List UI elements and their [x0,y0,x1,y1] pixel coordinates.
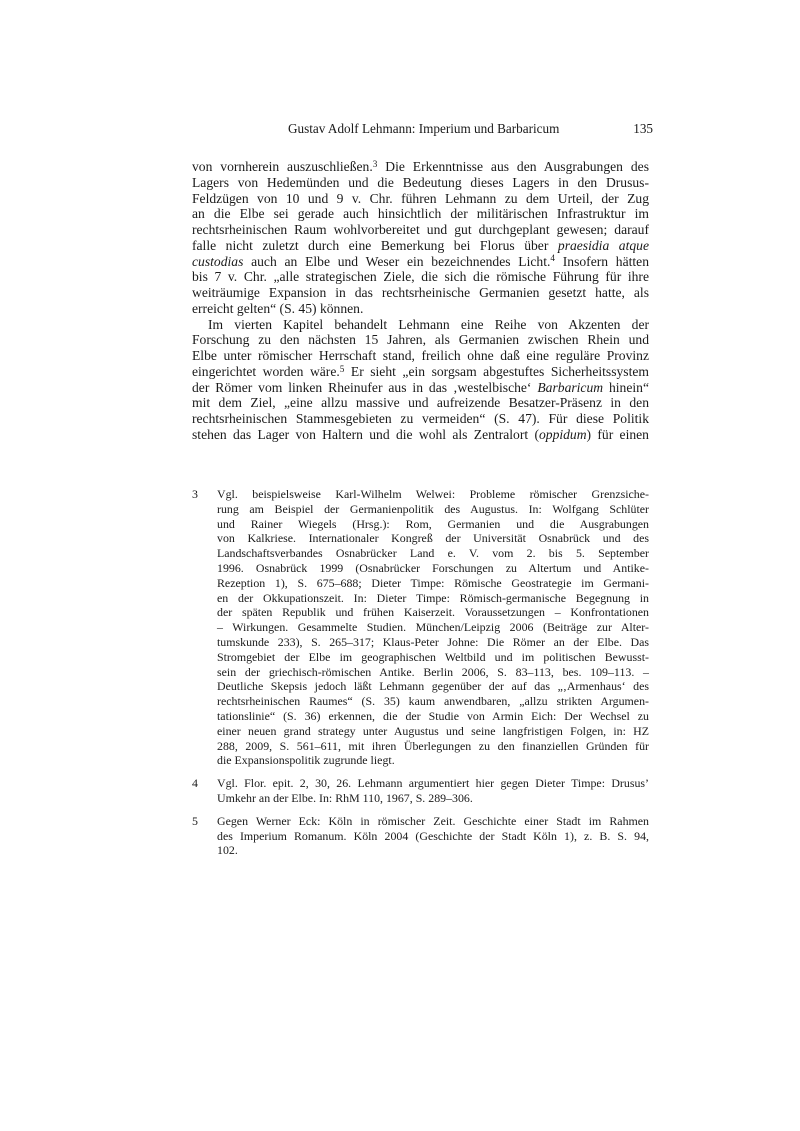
text-line [217,829,649,844]
text-segment: rung am Beispiel der Germanienpolitik des Augustus. In: Wolfgang Schlüter [217,501,649,516]
text-segment: mit dem Ziel, „eine allzu massive und aufreizende Besatzer-Präsenz in den [192,395,649,411]
footnote-reference[interactable]: 3 [372,158,378,169]
text-segment: Forschung zu den nächsten 15 Jahren, als Germanien zwischen Rhein und [192,332,649,348]
text-segment: Deutliche Skepsis jedoch läßt Lehmann gegenüber der auf das „‚Armenhaus‘ des [217,679,649,694]
text-segment: Die Erkenntnisse aus den Ausgrabungen des [377,159,649,174]
text-line [217,502,649,517]
text-line [217,694,649,709]
text-segment: von Kalkriese. Internationaler Kongreß der Universität Osnabrück und des [217,531,649,546]
text-line [192,364,649,380]
text-line [217,605,649,620]
text-segment: sein der griechisch-römischen Antike. Berlin 2006, S. 83–113, bes. 109–113. – [217,664,649,679]
text-line [217,650,649,665]
text-segment: Im vierten Kapitel behandelt Lehmann eine Reihe von Akzenten der [208,316,649,332]
text-line [217,531,649,546]
footnote [192,776,649,806]
text-line [217,517,649,532]
italic-text: oppidum [538,426,587,442]
text-line [217,739,649,754]
footnote [192,487,649,768]
footnote [192,814,649,858]
text-line [192,348,649,364]
text-line [192,254,649,270]
paragraph [192,159,649,317]
italic-text: Barbaricum [537,379,604,395]
text-line [192,269,649,285]
text-line [217,814,649,829]
text-segment: Vgl. Flor. epit. 2, 30, 26. Lehmann argumentiert hier gegen Dieter Timpe: Drusus’ [217,776,649,791]
text-segment: einer neuen grand strategy unter Augustus und seine langfristigen Folgen, in: HZ [217,723,649,738]
italic-text: custodias [192,253,244,269]
text-segment: Rezeption 1), S. 675–688; Dieter Timpe: Römische Geostrategie im Germani- [217,575,649,590]
footnote-reference[interactable]: 5 [339,363,345,374]
text-line [217,843,649,858]
text-segment: weiträumige Expansion in das rechtsrheinische Germanien gesetzt hatte, als [192,285,649,300]
text-line [192,411,649,427]
italic-text: praesidia atque [557,237,649,253]
text-segment: 288, 2009, S. 561–611, mit ihren Überlegungen zu den finanziellen Gründen für [217,738,649,753]
text-line [192,159,649,175]
footnote-number: 4 [192,776,198,791]
text-segment: Elbe unter römischer Herrschaft stand, freilich ohne daß eine reguläre Provinz [192,348,649,363]
text-segment: der späten Republik und frühen Kaiserzeit. Voraussetzungen – Konfrontationen [217,605,649,620]
text-line [217,753,649,768]
text-line [192,206,649,222]
text-line [217,576,649,591]
text-segment: 102. [217,843,238,858]
text-segment: die Expansionspolitik zugrunde liegt. [217,753,395,768]
footnote-number: 3 [192,487,198,501]
text-line [217,791,649,806]
text-segment: erreicht gelten“ (S. 45) können. [192,300,364,316]
text-segment: bis 7 v. Chr. „alle strategischen Ziele, die sich die römische Führung für ihre [192,269,649,285]
text-line [192,317,649,333]
text-segment: ) für einen [586,426,649,442]
text-line [217,591,649,606]
page-number: 135 [633,121,653,136]
text-segment: Insofern hätten [555,253,649,269]
text-segment: an die Elbe sei gerade auch hinsichtlich der militärischen Infrastruktur im [192,206,649,222]
text-line [192,395,649,411]
text-segment: Lagers von Hedemünden und die Bedeutung dieses Lagers in den Drusus- [192,174,649,190]
footnote-reference[interactable]: 4 [550,253,556,264]
text-line [192,285,649,301]
text-line [217,487,649,502]
text-line [217,679,649,694]
footnotes [192,487,649,866]
text-line [217,620,649,635]
paragraph [192,317,649,443]
text-segment: Landschaftsverbandes Osnabrücker Land e. V. vom 2. bis 5. September [217,546,649,561]
text-segment: Vgl. beispielsweise Karl-Wilhelm Welwei: Probleme römischer Grenzsiche- [217,487,649,501]
text-line [192,427,649,443]
text-line [192,301,649,317]
text-line [217,546,649,561]
text-line [217,776,649,791]
text-segment: rechtsrheinischen Stammesgebieten zu vermeiden“ (S. 47). Für diese Politik [192,411,649,426]
text-segment: 1996. Osnabrück 1999 (Osnabrücker Forschungen zu Altertum und Antike- [217,560,649,575]
text-segment: Umkehr an der Elbe. In: RhM 110, 1967, S. 289–306. [217,790,473,805]
text-line [217,561,649,576]
text-segment: Stromgebiet der Elbe im geographischen Weltbild und im politischen Bewusst- [217,649,649,664]
running-title: Gustav Adolf Lehmann: Imperium und Barbaricum [288,121,560,136]
text-line [192,222,649,238]
text-segment: stehen das Lager von Haltern und die wohl als Zentralort ( [192,426,539,442]
text-line [217,724,649,739]
text-segment: Feldzügen von 10 und 9 v. Chr. führen Lehmann zu dem Urteil, der Zug [192,190,649,206]
text-segment: und Rainer Wiegels (Hrsg.): Rom, Germanien und die Ausgrabungen [217,516,649,531]
text-segment: hinein“ [603,379,649,395]
text-line [192,175,649,191]
text-line [192,380,649,396]
text-segment: falle nicht zuletzt durch eine Bemerkung bei Florus über [192,237,558,253]
text-segment: tationslinie“ (S. 36) erkennen, die der Studie von Armin Eich: Der Wechsel zu [217,708,649,723]
text-line [217,635,649,650]
text-segment: rechtsrheinischen Raum wohlvorbereitet und gut durchgeplant gewesen; darauf [192,222,649,237]
text-line [192,332,649,348]
text-segment: – Wirkungen. Gesammelte Studien. München/Leipzig 2006 (Beiträge zur Alter- [217,620,649,635]
text-line [192,238,649,254]
text-segment: von vornherein auszuschließen. [192,159,373,174]
text-segment: eingerichtet worden wäre. [192,363,340,379]
text-segment: des Imperium Romanum. Köln 2004 (Geschichte der Stadt Köln 1), z. B. S. 94, [217,828,649,843]
body-text [192,159,649,443]
text-segment: tumskunde 233), S. 265–317; Klaus-Peter Johne: Die Römer an der Elbe. Das [217,634,649,649]
text-segment: en der Okkupationszeit. In: Dieter Timpe: Römisch-germanische Begegnung in [217,590,649,605]
text-line [217,665,649,680]
text-segment: der Römer vom linken Rheinufer aus in das ‚westelbische‘ [192,379,538,395]
text-segment: Er sieht „ein sorgsam abgestuftes Sicherheitssystem [344,363,649,379]
text-segment: Gegen Werner Eck: Köln in römischer Zeit. Geschichte einer Stadt im Rahmen [217,813,649,828]
text-line [192,191,649,207]
footnote-number: 5 [192,813,198,828]
text-line [217,709,649,724]
text-segment: auch an Elbe und Weser ein bezeichnendes Licht. [243,253,551,269]
text-segment: rechtsrheinischen Raumes“ (S. 35) kaum anwendbaren, „allzu strikten Argumen- [217,694,649,709]
